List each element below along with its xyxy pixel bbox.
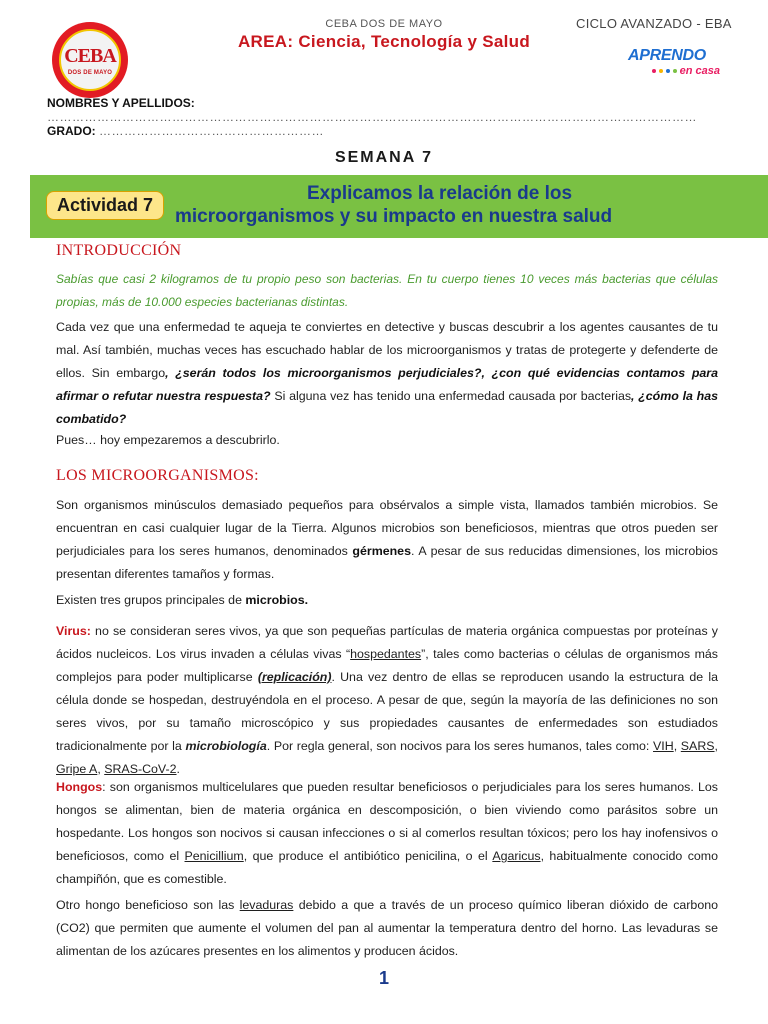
activity-title-line2: microorganismos y su impacto en nuestra salud — [175, 206, 613, 227]
activity-title — [175, 182, 765, 228]
semana-title: SEMANA 7 — [334, 149, 434, 166]
intro-fact: Sabías que casi 2 kilogramos de tu propio peso son bacterias. En tu cuerpo tienes 10 veces más bacterias que células propias, más de 10.000 especies bacterianas distintas. — [56, 272, 718, 309]
groups-sentence: Existen tres grupos principales de microbios. — [56, 593, 309, 607]
nombres-field[interactable] — [47, 96, 768, 124]
nombres-blank[interactable]: ………………………………………………………………………………………………………………………………………… — [47, 110, 697, 124]
aprendo-en-casa-logo — [628, 48, 720, 78]
activity-banner — [30, 175, 768, 238]
grado-blank[interactable]: ……………………………………………… — [99, 124, 325, 138]
levaduras-paragraph: Otro hongo beneficioso son las levaduras debido a que a través de un proceso químico liberan dióxido de carbono (CO2) que permiten que aumente el volumen del pan al aumentar la temperatura dentro del horno. Las levaduras se alimentan de los azúcares presentes en los alimentos y producen ácidos. — [56, 898, 718, 958]
aprendo-title: APRENDO — [628, 47, 706, 64]
virus-paragraph: Virus: no se consideran seres vivos, ya que son pequeñas partículas de materia orgánica compuestas por proteínas y ácidos nucleicos. Los virus invaden a células vivas “hospedantes”, tales como bacterias o células de organismos más complejos para poder multiplicarse (replicación). Una vez dentro de ellas se reproducen usando la estructura de la célula donde se hospedan, destruyéndola en el proceso. A pesar de que, según la mayoría de las definiciones no son seres vivos, por su tamaño microscópico y sus propiedades causantes de enfermedades son estudiados tradicionalmente por la microbiología. Por regla general, son nocivos para los seres humanos, tales como: VIH, SARS, Gripe A, SRAS-CoV-2. — [56, 624, 718, 776]
aprendo-subtitle: en casa — [679, 65, 720, 77]
color-dots-icon — [652, 69, 677, 73]
ciclo-label: CICLO AVANZADO - EBA — [576, 16, 732, 31]
logo-caption: DOS DE MAYO — [67, 69, 113, 76]
microorganismos-heading: LOS MICROORGANISMOS: — [56, 467, 259, 484]
activity-badge: Actividad 7 — [46, 191, 164, 220]
school-name: CEBA DOS DE MAYO — [325, 18, 443, 30]
grado-label: GRADO: — [47, 124, 96, 138]
hongos-paragraph: Hongos: son organismos multicelulares que pueden resultar beneficiosos o perjudiciales para los seres humanos. Los hongos se alimentan, bien de materia orgánica en descomposición, o bien viviendo como parásitos sobre un hospedante. Los hongos son nocivos si causan infecciones o si al comerlos resultan tóxicos; pero los hay inofensivos o beneficiosos, como el Penicillium, que produce el antibiótico penicilina, o el Agaricus, habitualmente conocido como champiñón, que es comestible. — [56, 780, 719, 886]
intro-heading: INTRODUCCIÓN — [56, 242, 182, 259]
page-number: 1 — [378, 968, 389, 988]
microorganismos-paragraph: Son organismos minúsculos demasiado pequeños para obsérvalos a simple vista, llamados también microbios. Se encuentran en casi cualquier lugar de la Tierra. Algunos microbios son beneficiosos, mientras que otros pueden ser perjudiciales para los seres humanos, denominados gérmenes. A pesar de sus reducidas dimensiones, los microbios presentan diferentes tamaños y formas. — [56, 498, 719, 581]
intro-paragraph: Cada vez que una enfermedad te aqueja te conviertes en detective y buscas descubrir a los agentes causantes de tu mal. Así también, muchas veces has escuchado hablar de los microorganismos y tratas de protegerte y defenderte de ellos. Sin embargo, ¿serán todos los microorganismos perjudiciales?, ¿con qué evidencias contamos para afirmar o refutar nuestra respuesta? Si alguna vez has tenido una enfermedad causada por bacterias, ¿cómo la has combatido? — [56, 320, 718, 426]
intro-closing: Pues… hoy empezaremos a descubrirlo. — [56, 433, 280, 447]
grado-field[interactable] — [47, 124, 324, 138]
virus-label: Virus: — [56, 624, 91, 638]
logo-letters: CEBA — [64, 44, 116, 67]
area-title: AREA: Ciencia, Tecnología y Salud — [237, 32, 531, 51]
activity-title-line1: Explicamos la relación de los — [307, 183, 573, 204]
nombres-label: NOMBRES Y APELLIDOS: — [47, 96, 195, 110]
hongos-label: Hongos — [56, 780, 103, 794]
